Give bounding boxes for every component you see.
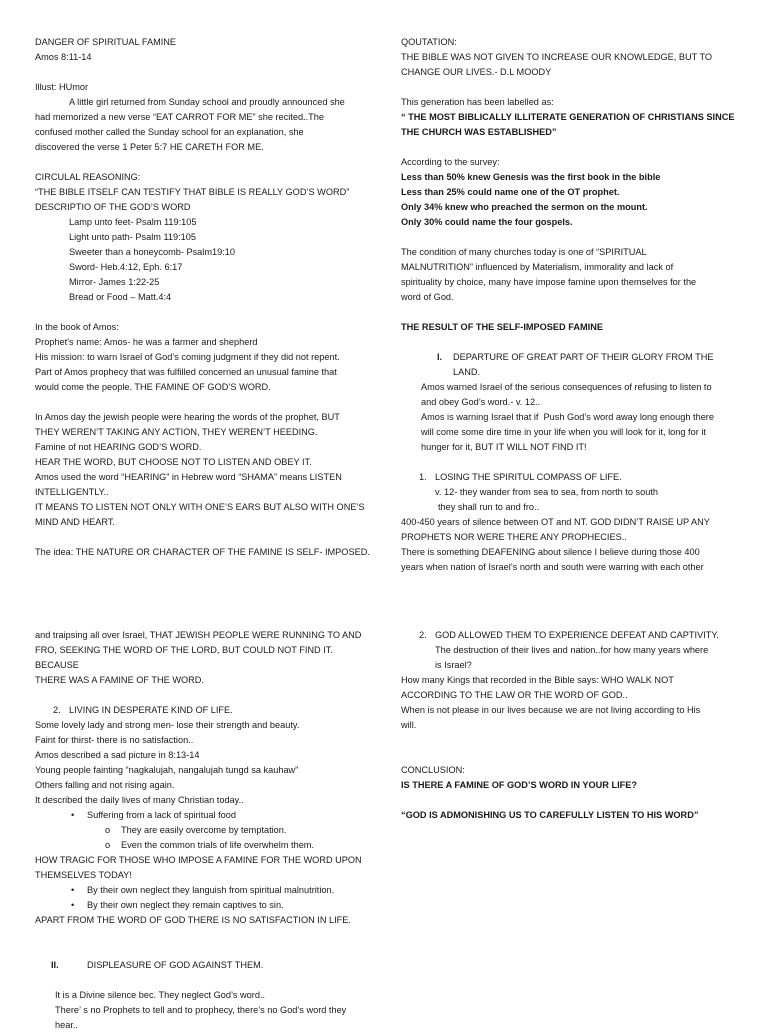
kings-line: How many Kings that recorded in the Bible says: WHO WALK NOT — [401, 675, 674, 685]
kings-line: ACCORDING TO THE LAW OR THE WORD OF GOD.. — [401, 690, 628, 700]
quotation-heading: QOUTATION: — [401, 37, 457, 47]
amos-day-text: THEY WEREN’T TAKING ANY ACTION, THEY WEREN’T HEEDING. — [35, 427, 318, 437]
warning-line: hunger for it, BUT IT WILL NOT FIND IT! — [421, 442, 587, 452]
illustration-line: confused mother called the Sunday school for an explanation, she — [35, 127, 304, 137]
description-heading: DESCRIPTIO OF THE GOD’S WORD — [35, 202, 191, 212]
divine-line: It is a Divine silence bec. They neglect God’s word.. — [55, 990, 266, 1000]
description-item: Light unto path- Psalm 119:105 — [69, 232, 197, 242]
illustration-label: Illust: HUmor — [35, 82, 89, 92]
deafening-line: There is something DEAFENING about silence I believe during those 400 — [401, 547, 700, 557]
warn-line: and obey God’s word.- v. 12.. — [421, 397, 541, 407]
numbered-item-2 — [401, 628, 741, 643]
conclusion-question: IS THERE A FAMINE OF GOD’S WORD IN YOUR LIFE? — [401, 780, 637, 790]
shama-line: INTELLIGENTLY.. — [35, 487, 109, 497]
survey-heading: According to the survey: — [401, 157, 500, 167]
description-item: Lamp unto feet- Psalm 119:105 — [69, 217, 197, 227]
survey-item: Less than 25% could name one of the OT prophet. — [401, 187, 620, 197]
conclusion-final: “GOD IS ADMONISHING US TO CAREFULLY LISTEN TO HIS WORD” — [401, 810, 699, 820]
number-marker: 2. — [419, 630, 427, 640]
tragic-line: THEMSELVES TODAY! — [35, 870, 132, 880]
means-line: MIND AND HEART. — [35, 517, 115, 527]
hear-line: HEAR THE WORD, BUT CHOOSE NOT TO LISTEN AND OBEY IT. — [35, 457, 312, 467]
body-line: Amos described a sad picture in 8:13-14 — [35, 750, 200, 760]
condition-text: The condition of many churches today is one of “SPIRITUAL — [401, 247, 647, 257]
prophet-mission: His mission: to warn Israel of God’s coming judgment if they did not repent. — [35, 352, 340, 362]
description-item: Sword- Heb.4:12, Eph. 6:17 — [69, 262, 183, 272]
roman-marker: I. — [437, 352, 443, 362]
no-prophets-line: hear.. — [55, 1020, 78, 1030]
numbered-item-text: LIVING IN DESPERATE KIND OF LIFE. — [69, 705, 233, 715]
roman-item-ii — [35, 958, 375, 973]
bullet-icon: • — [71, 885, 75, 895]
numbered-item-2 — [35, 703, 375, 718]
idea-line: The idea: THE NATURE OR CHARACTER OF THE FAMINE IS SELF- IMPOSED. — [35, 547, 370, 557]
survey-item: Less than 50% knew Genesis was the first book in the bible — [401, 172, 661, 182]
numbered-item-text: GOD ALLOWED THEM TO EXPERIENCE DEFEAT AND CAPTIVITY. — [435, 630, 719, 640]
bullet-text: By their own neglect they languish from spiritual malnutrition. — [87, 885, 335, 895]
amos-day-text: In Amos day the jewish people were hearing the words of the prophet, BUT — [35, 412, 340, 422]
prophecy-text: Part of Amos prophecy that was fulfilled concerned an unusual famine that — [35, 367, 337, 377]
years-line: 400-450 years of silence between OT and NT. GOD DIDN’T RAISE UP ANY — [401, 517, 710, 527]
bullet-item — [35, 883, 375, 898]
warning-line: Amos is warning Israel that if Push God’s word away long enough there — [421, 412, 714, 422]
means-line: IT MEANS TO LISTEN NOT ONLY WITH ONE’S EARS BUT ALSO WITH ONE’S — [35, 502, 365, 512]
roman-item-text: DEPARTURE OF GREAT PART OF THEIR GLORY FROM THE LAND. — [453, 352, 717, 377]
illustration-line: discovered the verse 1 Peter 5:7 HE CARETH FOR ME. — [35, 142, 264, 152]
years-line: PROPHETS NOR WERE THERE ANY PROPHECIES.. — [401, 532, 627, 542]
body-line: Some lovely lady and strong men- lose their strength and beauty. — [35, 720, 300, 730]
verse-line: v. 12- they wander from sea to sea, from north to south — [435, 487, 658, 497]
traipsing-line: FRO, SEEKING THE WORD OF THE LORD, BUT COULD NOT FIND IT. BECAUSE — [35, 645, 336, 670]
amos-intro: In the book of Amos: — [35, 322, 119, 332]
top-left-column — [35, 35, 375, 560]
roman-item-i — [401, 350, 741, 380]
condition-text: spirituality by choice, many have impose famine upon themselves for the — [401, 277, 697, 287]
warn-line: Amos warned Israel of the serious consequences of refusing to listen to — [421, 382, 712, 392]
verse-line: they shall run to and fro.. — [438, 502, 540, 512]
warning-line: will come some dire time in your life when you will look for it, long for it — [421, 427, 706, 437]
numbered-item-1 — [401, 470, 741, 485]
generation-label: This generation has been labelled as: — [401, 97, 554, 107]
sub-bullet-icon: o — [105, 825, 111, 835]
bullet-text: Suffering from a lack of spiritual food — [87, 810, 236, 820]
body-line: Young people fainting “nagkalujah, nangalujah tungd sa kauhaw” — [35, 765, 299, 775]
tragic-line: HOW TRAGIC FOR THOSE WHO IMPOSE A FAMINE FOR THE WORD UPON — [35, 855, 362, 865]
body-line: Others falling and not rising again. — [35, 780, 175, 790]
destruction-line: The destruction of their lives and nation..for how many years where — [435, 645, 709, 655]
bottom-left-column — [35, 628, 375, 1033]
traipsing-line: and traipsing all over Israel, THAT JEWISH PEOPLE WERE RUNNING TO AND — [35, 630, 362, 640]
numbered-item-text: LOSING THE SPIRITUL COMPASS OF LIFE. — [435, 472, 622, 482]
destruction-line: is Israel? — [435, 660, 472, 670]
sub-bullet-text: Even the common trials of life overwhelm them. — [121, 840, 315, 850]
circular-reasoning-heading: CIRCULAL REASONING: — [35, 172, 141, 182]
scripture-ref: Amos 8:11-14 — [35, 52, 92, 62]
bullet-item — [35, 898, 375, 913]
sub-bullet-item — [35, 823, 375, 838]
illustration-line: had memorized a new verse “EAT CARROT FOR ME” she recited..The — [35, 112, 324, 122]
sub-bullet-icon: o — [105, 840, 111, 850]
condition-text: MALNUTRITION” influenced by Materialism, immorality and lack of — [401, 262, 674, 272]
description-item: Mirror- James 1:22-25 — [69, 277, 160, 287]
survey-item: Only 30% could name the four gospels. — [401, 217, 573, 227]
description-item: Sweeter than a honeycomb- Psalm19:10 — [69, 247, 235, 257]
no-prophets-line: There’ s no Prophets to tell and to prophecy, there’s no God’s word they — [55, 1005, 347, 1015]
body-line: It described the daily lives of many Christian today.. — [35, 795, 244, 805]
prophecy-text: would come the people. THE FAMINE OF GOD’S WORD. — [35, 382, 271, 392]
bottom-right-column — [401, 628, 741, 823]
conclusion-heading: CONCLUSION: — [401, 765, 465, 775]
roman-item-text: DISPLEASURE OF GOD AGAINST THEM. — [87, 960, 264, 970]
bullet-icon: • — [71, 810, 75, 820]
bullet-item — [35, 808, 375, 823]
condition-text: word of God. — [401, 292, 454, 302]
survey-item: Only 34% knew who preached the sermon on the mount. — [401, 202, 648, 212]
famine-line: Famine of not HEARING GOD’S WORD. — [35, 442, 202, 452]
roman-marker: II. — [51, 960, 59, 970]
body-line: Faint for thirst- there is no satisfaction.. — [35, 735, 194, 745]
description-item: Bread or Food – Matt.4:4 — [69, 292, 172, 302]
traipsing-line: THERE WAS A FAMINE OF THE WORD. — [35, 675, 204, 685]
number-marker: 2. — [53, 705, 61, 715]
generation-quote: THE CHURCH WAS ESTABLISHED” — [401, 127, 557, 137]
bullet-icon: • — [71, 900, 75, 910]
result-heading: THE RESULT OF THE SELF-IMPOSED FAMINE — [401, 322, 603, 332]
prophet-name: Prophet’s name: Amos- he was a farmer and shepherd — [35, 337, 258, 347]
sermon-title: DANGER OF SPIRITUAL FAMINE — [35, 37, 177, 47]
quotation-text: THE BIBLE WAS NOT GIVEN TO INCREASE OUR KNOWLEDGE, BUT TO — [401, 52, 713, 62]
sub-bullet-text: They are easily overcome by temptation. — [121, 825, 287, 835]
apart-line: APART FROM THE WORD OF GOD THERE IS NO SATISFACTION IN LIFE. — [35, 915, 351, 925]
shama-line: Amos used the word “HEARING” in Hebrew word “SHAMA” means LISTEN — [35, 472, 342, 482]
circular-reasoning-quote: “THE BIBLE ITSELF CAN TESTIFY THAT BIBLE IS REALLY GOD’S WORD” — [35, 187, 350, 197]
bullet-text: By their own neglect they remain captives to sin. — [87, 900, 284, 910]
generation-quote: “ THE MOST BIBLICALLY ILLITERATE GENERATION OF CHRISTIANS SINCE — [401, 112, 735, 122]
when-line: When is not please in our lives because we are not living according to His — [401, 705, 701, 715]
number-marker: 1. — [419, 472, 427, 482]
quotation-text: CHANGE OUR LIVES.- D.L MOODY — [401, 67, 552, 77]
sub-bullet-item — [35, 838, 375, 853]
illustration-line: A little girl returned from Sunday school and proudly announced she — [69, 97, 345, 107]
deafening-line: years when nation of Israel’s north and south were warring with each other — [401, 562, 704, 572]
top-right-column — [401, 35, 741, 575]
when-line: will. — [401, 720, 417, 730]
